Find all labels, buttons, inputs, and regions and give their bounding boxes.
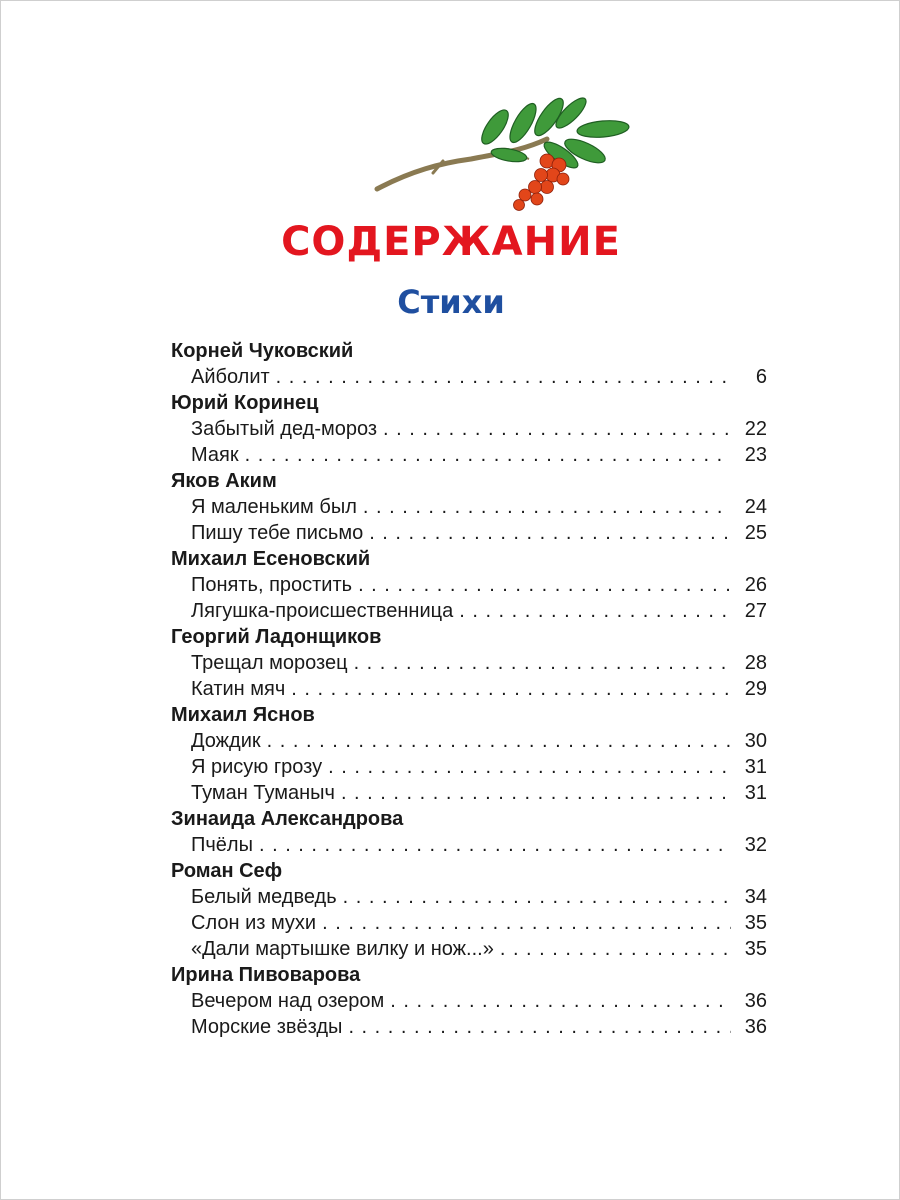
toc-page-number: 31 xyxy=(744,756,767,778)
toc-entry xyxy=(171,936,767,962)
toc-entry-title: Морские звёзды xyxy=(191,1016,343,1038)
dot-leader xyxy=(459,598,731,624)
dot-leader xyxy=(343,884,731,910)
toc-entry-title: Маяк xyxy=(191,444,239,466)
toc-entry-title: Я рисую грозу xyxy=(191,756,323,778)
dot-leader xyxy=(358,572,731,598)
dot-leader xyxy=(341,780,731,806)
toc-page-number: 29 xyxy=(744,678,767,700)
toc-entry-title: Пчёлы xyxy=(191,834,253,856)
toc-entry xyxy=(171,598,767,624)
berry xyxy=(529,181,542,194)
toc-page-number: 22 xyxy=(744,418,767,440)
dot-leader xyxy=(267,728,731,754)
toc-entry xyxy=(171,676,767,702)
toc-entry xyxy=(171,442,767,468)
toc-entry xyxy=(171,650,767,676)
toc-page-number: 28 xyxy=(744,652,767,674)
berry xyxy=(535,169,548,182)
dot-leader xyxy=(276,364,731,390)
berry xyxy=(541,181,554,194)
berry xyxy=(557,173,569,185)
toc-page-number: 35 xyxy=(744,938,767,960)
toc-author: Зинаида Александрова xyxy=(171,808,404,830)
toc-entry xyxy=(171,364,767,390)
dot-leader xyxy=(348,1014,731,1040)
dot-leader xyxy=(245,442,731,468)
toc-page-number: 26 xyxy=(744,574,767,596)
toc-entry xyxy=(171,884,767,910)
toc-page-number: 35 xyxy=(744,912,767,934)
toc-entry xyxy=(171,780,767,806)
toc-entry xyxy=(171,572,767,598)
toc-entry xyxy=(171,910,767,936)
toc-page-number: 23 xyxy=(744,444,767,466)
toc-entry xyxy=(171,416,767,442)
leaf xyxy=(576,119,629,139)
branch-twig xyxy=(377,139,547,189)
toc-entry-title: Айболит xyxy=(191,366,270,388)
toc-author: Юрий Коринец xyxy=(171,392,319,414)
dot-leader xyxy=(500,936,731,962)
dot-leader xyxy=(354,650,731,676)
toc-entry-title: Дождик xyxy=(191,730,261,752)
toc-entry-title: Лягушка-происшественница xyxy=(191,600,454,622)
dot-leader xyxy=(363,494,731,520)
leaf xyxy=(505,100,541,146)
toc-entry xyxy=(171,754,767,780)
toc-page-number: 36 xyxy=(744,1016,767,1038)
toc-page-number: 32 xyxy=(744,834,767,856)
toc-entry-title: Слон из мухи xyxy=(191,912,317,934)
toc-entry-title: Понять, простить xyxy=(191,574,353,596)
toc-page-number: 25 xyxy=(744,522,767,544)
dot-leader xyxy=(390,988,731,1014)
dot-leader xyxy=(369,520,731,546)
toc-entry-title: Я маленьким был xyxy=(191,496,357,518)
toc-entry xyxy=(171,520,767,546)
toc-author: Георгий Ладонщиков xyxy=(171,626,382,648)
toc-page-number: 34 xyxy=(744,886,767,908)
toc-entry xyxy=(171,728,767,754)
dot-leader xyxy=(383,416,731,442)
toc-entry-title: «Дали мартышке вилку и нож...» xyxy=(191,938,494,960)
section-subtitle: Стихи xyxy=(397,283,505,321)
dot-leader xyxy=(322,910,731,936)
toc-author: Яков Аким xyxy=(171,470,277,492)
toc-entry xyxy=(171,494,767,520)
toc-entry-title: Вечером над озером xyxy=(191,990,385,1012)
toc-entry-title: Туман Туманыч xyxy=(191,782,335,804)
toc-entry-title: Катин мяч xyxy=(191,678,286,700)
dot-leader xyxy=(259,832,731,858)
toc-page-number: 6 xyxy=(755,366,767,388)
leaf xyxy=(477,106,513,148)
berry xyxy=(531,193,543,205)
toc-entry-title: Трещал морозец xyxy=(191,652,348,674)
toc-author: Михаил Яснов xyxy=(171,704,315,726)
rowan-branch-icon xyxy=(371,89,641,211)
toc-entry-title: Белый медведь xyxy=(191,886,337,908)
toc-author: Ирина Пивоварова xyxy=(171,964,361,986)
toc-page-number: 27 xyxy=(744,600,767,622)
table-of-contents xyxy=(171,338,767,1040)
toc-entry xyxy=(171,832,767,858)
toc-page-number: 24 xyxy=(744,496,767,518)
dot-leader xyxy=(328,754,731,780)
toc-page-number: 31 xyxy=(744,782,767,804)
toc-author: Роман Сеф xyxy=(171,860,283,882)
toc-entry-title: Забытый дед-мороз xyxy=(191,418,378,440)
toc-entry xyxy=(171,988,767,1014)
page-title: СОДЕРЖАНИЕ xyxy=(281,219,621,265)
berry xyxy=(514,200,525,211)
toc-author: Корней Чуковский xyxy=(171,340,354,362)
toc-page-number: 30 xyxy=(744,730,767,752)
toc-page-number: 36 xyxy=(744,990,767,1012)
berry xyxy=(519,189,531,201)
toc-entry xyxy=(171,1014,767,1040)
dot-leader xyxy=(291,676,731,702)
toc-author: Михаил Есеновский xyxy=(171,548,371,570)
toc-entry-title: Пишу тебе письмо xyxy=(191,522,364,544)
